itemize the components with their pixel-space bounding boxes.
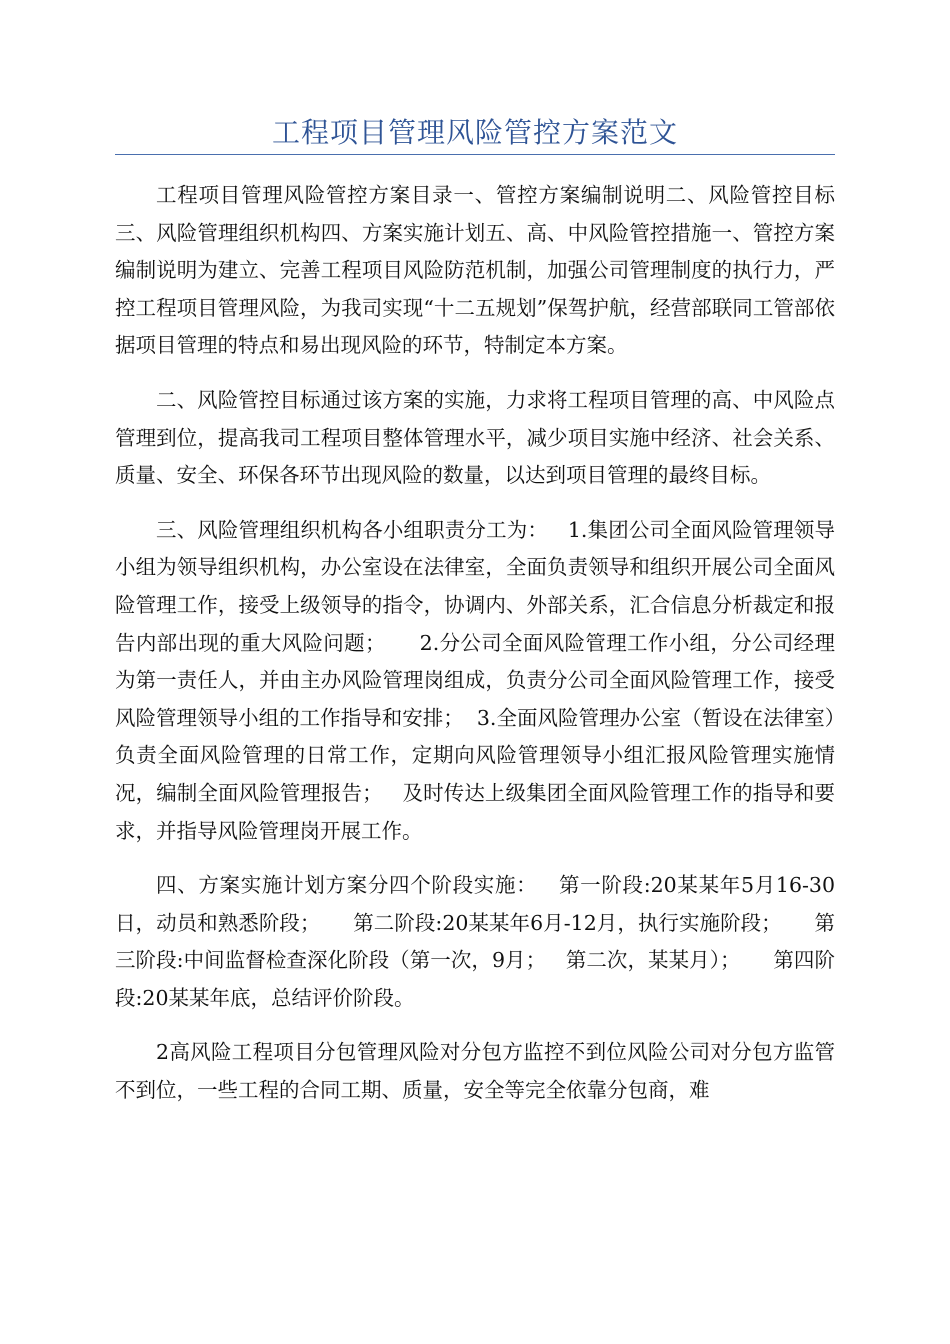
title-underline [115,154,835,155]
document-title: 工程项目管理风险管控方案范文 [271,116,678,149]
paragraph-implementation-plan: 四、方案实施计划方案分四个阶段实施： 第一阶段:20某某年5月16-30日，动员和熟悉阶段； 第二阶段:20某某年6月-12月，执行实施阶段； 第三阶段:中间监督检查深化阶段（第一次，9月； 第二次，某某月）； 第四阶段:20某某年底，总结评价阶段。 [115,873,835,1010]
paragraph-subcontract-risk: 2高风险工程项目分包管理风险对分包方监控不到位风险公司对分包方监管不到位，一些工程的合同工期、质量，安全等完全依靠分包商，难 [115,1040,835,1103]
paragraph-organization: 三、风险管理组织机构各小组职责分工为： 1.集团公司全面风险管理领导小组为领导组织机构，办公室设在法律室，全面负责领导和组织开展公司全面风险管理工作，接受上级领导的指令，协调内、外部关系，汇合信息分析裁定和报告内部出现的重大风险问题； 2.分公司全面风险管理工作小组，分公司经理为第一责任人，并由主办风险管理岗组成，负责分公司全面风险管理工作，接受风险管理领导小组的工作指导和安排； 3.全面风险管理办公室（暂设在法律室）负责全面风险管理的日常工作，定期向风险管理领导小组汇报风险管理实施情况，编制全面风险管理报告； 及时传达上级集团全面风险管理工作的指导和要求，并指导风险管理岗开展工作。 [115,517,835,843]
paragraph-risk-goals: 二、风险管控目标通过该方案的实施，力求将工程项目管理的高、中风险点管理到位，提高我司工程项目整体管理水平，减少项目实施中经济、社会关系、质量、安全、环保各环节出现风险的数量，以达到项目管理的最终目标。 [115,387,835,488]
paragraph-intro: 工程项目管理风险管控方案目录一、管控方案编制说明二、风险管控目标三、风险管理组织机构四、方案实施计划五、高、中风险管控措施一、管控方案编制说明为建立、完善工程项目风险防范机制，加强公司管理制度的执行力，严控工程项目管理风险，为我司实现“十二五规划”保驾护航，经营部联同工管部依据项目管理的特点和易出现风险的环节，特制定本方案。 [115,183,835,358]
document-body [115,177,835,1110]
